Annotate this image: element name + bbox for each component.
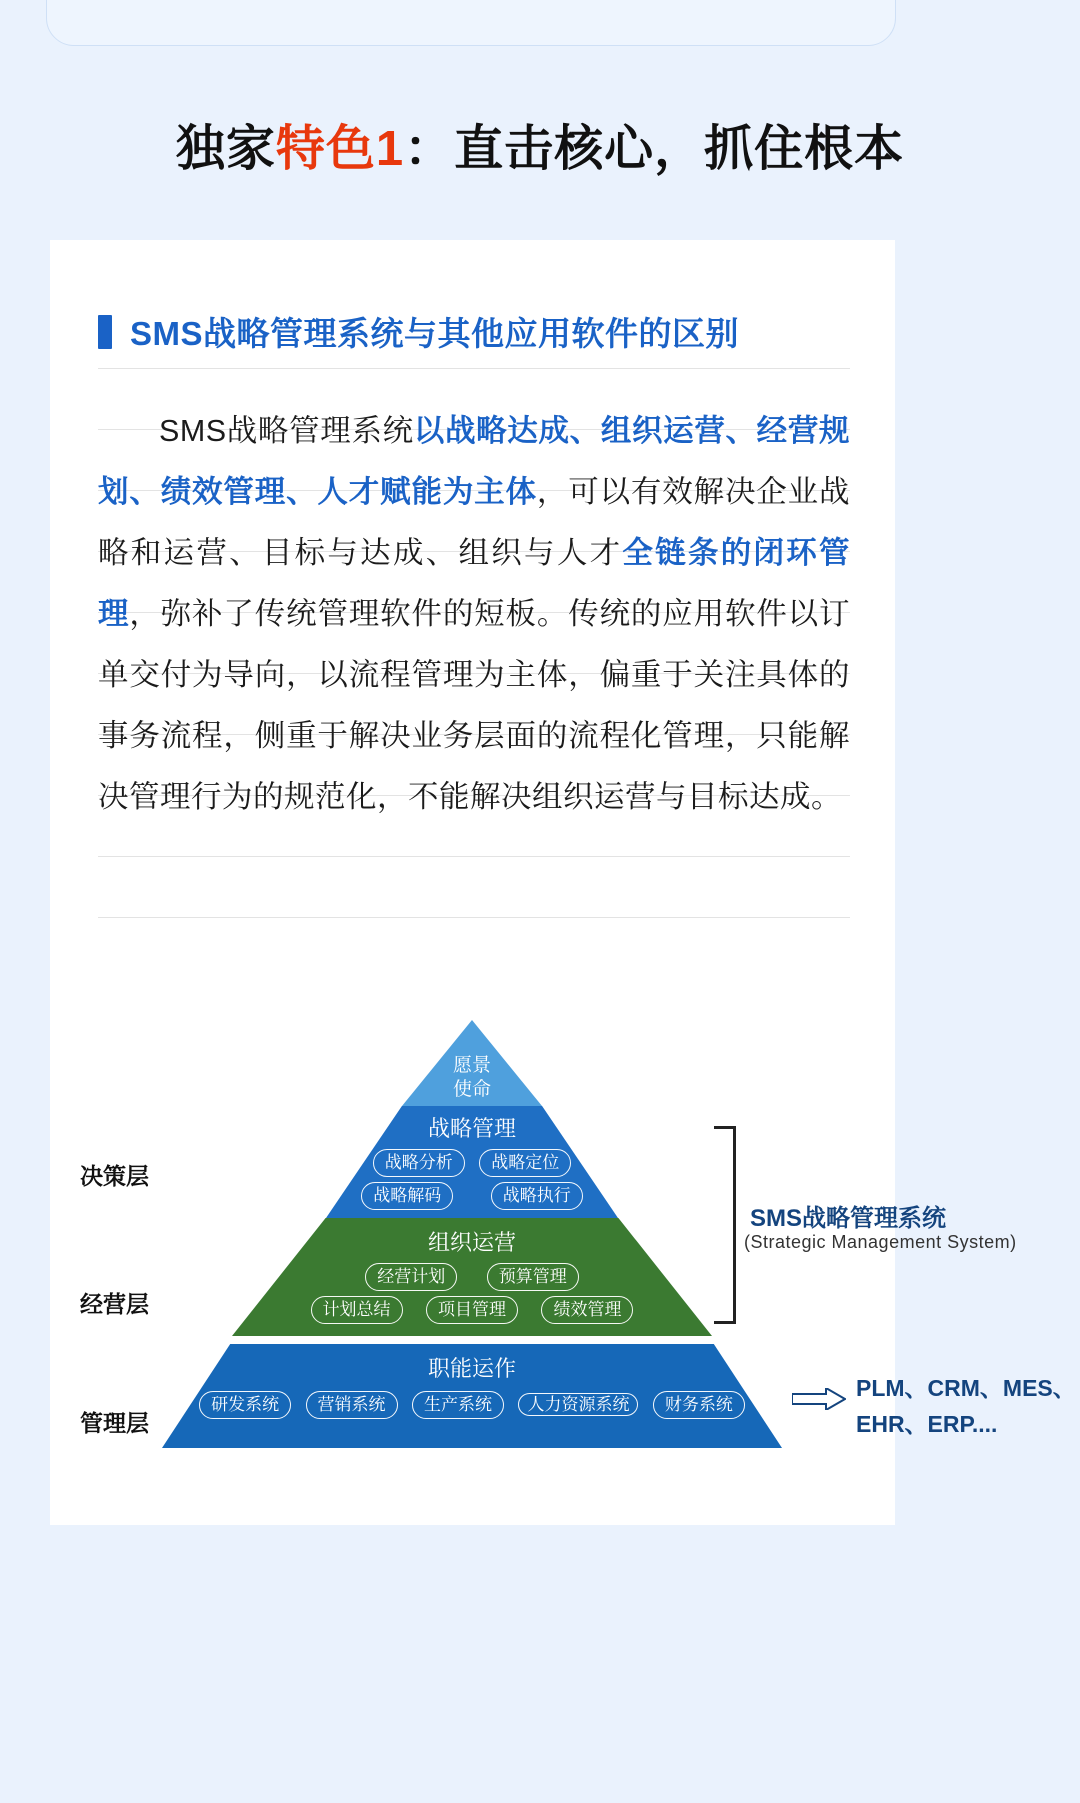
layer-label-management: 管理层 (80, 1410, 149, 1436)
tier-functional-title: 职能运作 (427, 1356, 516, 1381)
tier-functional-row (162, 1391, 782, 1419)
tier-vision-text (402, 1054, 542, 1102)
bracket-label-cn: SMS战略管理系统 (750, 1205, 947, 1232)
bracket-label-en: (Strategic Management System) (744, 1232, 1017, 1252)
headline-suffix: ：直击核心，抓住根本 (404, 122, 905, 176)
pill-project-management[interactable]: 项目管理 (426, 1296, 518, 1324)
pill-business-plan[interactable]: 经营计划 (365, 1263, 457, 1291)
pill-performance-management[interactable]: 绩效管理 (541, 1296, 633, 1324)
tier-vision-line2: 使命 (452, 1079, 491, 1100)
tier-strategy-title: 战略管理 (427, 1116, 516, 1141)
pill-hr-system-label: 人力资源系统 (527, 1395, 630, 1414)
tier-strategy-row1 (326, 1149, 618, 1177)
paragraph-segment-2: ，可以有效解决企业战略和运营、目标与达成、组织与人才 (98, 474, 851, 570)
pill-finance-system[interactable]: 财务系统 (653, 1391, 745, 1419)
pyramid-tier-operations (232, 1218, 712, 1336)
body-paragraph (98, 401, 850, 828)
pill-budget-management[interactable]: 预算管理 (487, 1263, 579, 1291)
bracket-decoration (714, 1126, 736, 1324)
tier-operations-title: 组织运营 (427, 1230, 516, 1255)
heading-marker-icon (98, 315, 112, 349)
pyramid-tier-vision (402, 1020, 542, 1106)
tier-operations-row1 (232, 1263, 712, 1291)
pill-marketing-system[interactable]: 营销系统 (306, 1391, 398, 1419)
pill-plan-summary[interactable]: 计划总结 (311, 1296, 403, 1324)
paragraph-segment-1: 以战略达成、组织运营、经营规划、绩效管理、人才赋能为主体 (98, 413, 851, 509)
external-systems-line1: PLM、CRM、MES、 (856, 1375, 1076, 1401)
tier-functional-content (162, 1344, 782, 1448)
paragraph-segment-3: 全链条的闭环管理 (98, 535, 851, 631)
tier-operations-content (232, 1218, 712, 1336)
headline-accent: 特色1 (275, 122, 405, 176)
tier-operations-row2 (232, 1296, 712, 1324)
pill-strategy-positioning[interactable]: 战略定位 (479, 1149, 571, 1177)
section-heading (98, 308, 739, 355)
tier-strategy-content (326, 1106, 618, 1218)
paragraph-segment-4: ，弥补了传统管理软件的短板。传统的应用软件以订单交付为导向，以流程管理为主体，偏重于关注具体的事务流程，侧重于解决业务层面的流程化管理，只能解决管理行为的规范化，不能解决组织运营与目标达成。 (98, 596, 851, 814)
pill-strategy-execution[interactable]: 战略执行 (491, 1182, 583, 1210)
tier-strategy-row2 (326, 1182, 618, 1210)
panel-top-edge (46, 0, 896, 46)
headline-prefix: 独家 (175, 122, 276, 176)
paragraph-segment-0: SMS战略管理系统 (159, 413, 414, 448)
arrow-right-icon (792, 1388, 846, 1410)
page-title (0, 110, 1080, 180)
pill-strategy-analysis[interactable]: 战略分析 (373, 1149, 465, 1177)
layer-label-operation: 经营层 (80, 1291, 149, 1317)
tier-vision-line1: 愿景 (452, 1055, 491, 1076)
pill-strategy-decoding[interactable]: 战略解码 (361, 1182, 453, 1210)
pill-production-system[interactable]: 生产系统 (412, 1391, 504, 1419)
content-card (50, 240, 1076, 1525)
external-systems-list (856, 1370, 1076, 1442)
pyramid-diagram (50, 1010, 1076, 1510)
section-title-text: SMS战略管理系统与其他应用软件的区别 (130, 315, 740, 352)
external-systems-line2: EHR、ERP.... (856, 1411, 998, 1437)
pyramid-tier-strategy (326, 1106, 618, 1218)
pyramid-tier-functional (162, 1344, 782, 1448)
pill-hr-system[interactable] (518, 1393, 638, 1416)
layer-label-decision: 决策层 (80, 1163, 149, 1189)
pill-rd-system[interactable]: 研发系统 (199, 1391, 291, 1419)
